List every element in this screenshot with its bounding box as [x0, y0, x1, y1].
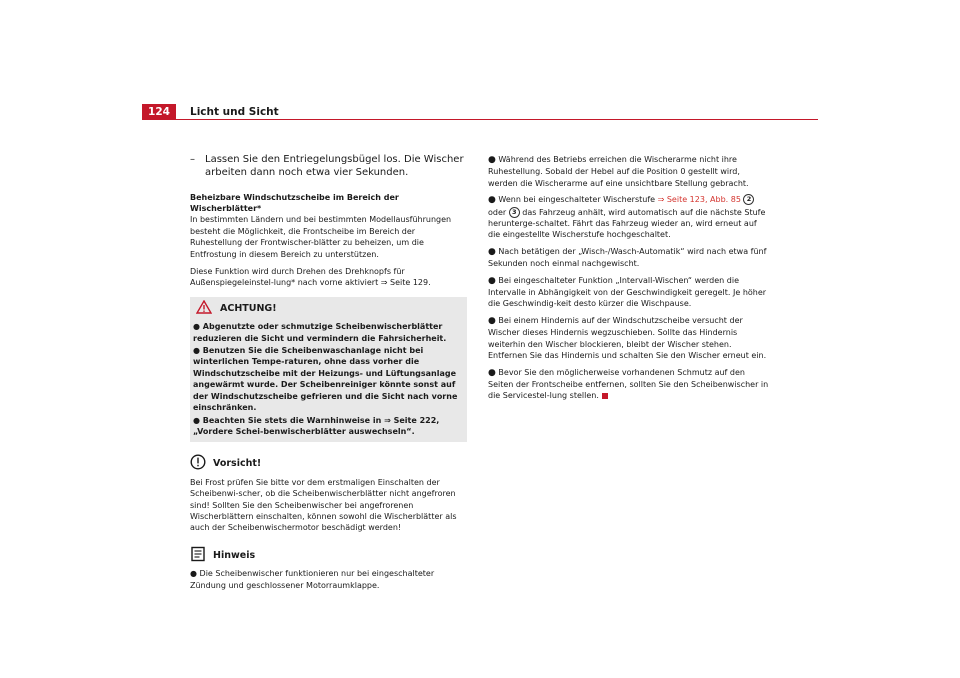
instruction-step: [190, 154, 467, 180]
list-item: [488, 246, 770, 270]
bullet-icon: ●: [193, 346, 200, 356]
warning-item: [193, 415, 464, 438]
list-item-text: Bevor Sie den möglicherweise vorhandenen Schmutz auf den Seiten der Frontscheibe entfernen, sollten Sie den Scheibenwischer in die Servicestel-lung stellen.: [488, 367, 769, 401]
note-item: [190, 568, 467, 591]
right-column: [488, 154, 770, 407]
warning-title: ACHTUNG!: [220, 302, 277, 314]
note-title: Hinweis: [213, 549, 256, 561]
callout-badge-3: 3: [509, 207, 520, 218]
bullet-icon: ●: [488, 155, 496, 165]
step-text: Lassen Sie den Entriegelungsbügel los. Die Wischer arbeiten dann noch etwa vier Sekunden.: [205, 154, 464, 178]
figure-ref-link[interactable]: ⇒ Seite 123, Abb. 85: [657, 195, 741, 205]
notepad-icon: [190, 546, 206, 565]
page-number: 124: [142, 104, 176, 120]
warning-header: [190, 297, 467, 321]
list-item: [488, 275, 770, 310]
warning-box: [190, 297, 467, 442]
list-item-text: das Fahrzeug anhält, wird automatisch auf die nächste Stufe herunterge-schaltet. Fährt das Fahrzeug wieder an, wird erneut auf die eingestellte Wischerstufe hochgeschaltet.: [488, 207, 766, 240]
chapter-title: Licht und Sicht: [190, 106, 279, 118]
list-item-text: Nach betätigen der „Wisch-/Wasch-Automatik“ wird nach etwa fünf Sekunden noch einmal nachgewischt.: [488, 246, 767, 269]
caution-text: Bei Frost prüfen Sie bitte vor dem erstmaligen Einschalten der Scheibenwi-scher, ob die Scheibenwischerblätter nicht angefroren sind! Sollten Sie den Scheibenwischer bei angefrorenen Wischerblättern einschalten, können sowohl die Wischerblätter als auch der Scheibenwischermotor beschädigt werden!: [190, 477, 457, 533]
bullet-icon: ●: [193, 322, 200, 332]
step-dash: –: [190, 154, 195, 165]
callout-badge-2: 2: [743, 194, 754, 205]
bullet-icon: ●: [488, 367, 496, 378]
heated-paragraph-1: In bestimmten Ländern und bei bestimmten Modellausführungen besteht die Möglichkeit, die Frontscheibe im Bereich der Ruhestellung der Frontwischer-blätter zu beheizen, um die Entfrostung in diesem Bereich zu unterstützen.: [190, 215, 452, 259]
list-item: [488, 154, 770, 189]
list-item-text: Während des Betriebs erreichen die Wischerarme nicht ihre Ruhestellung. Sobald der Hebel auf die Position 0 gestellt wird, werden die Wischerarme auf eine unsichtbare Stellung gebracht.: [488, 155, 749, 188]
bullet-icon: ●: [488, 195, 496, 206]
bullet-icon: ●: [193, 415, 200, 425]
list-item-text: Wenn bei eingeschalteter Wischerstufe: [498, 195, 658, 205]
list-item-text: oder: [488, 207, 509, 217]
page-ref-link[interactable]: Seite 222, „Vordere Schei-benwischerblätter auswechseln“.: [193, 415, 440, 436]
warning-item: [193, 321, 464, 344]
bullet-icon: ●: [190, 569, 197, 579]
warning-item: [193, 345, 464, 413]
caution-title: Vorsicht!: [213, 458, 262, 470]
cross-ref-arrow-icon: ⇒: [380, 278, 388, 288]
warning-triangle-icon: [196, 300, 212, 317]
page-ref-link[interactable]: Seite 129.: [387, 278, 431, 288]
warning-body: [190, 321, 467, 437]
header-rule: [142, 119, 818, 120]
bullet-icon: ●: [488, 275, 496, 286]
text-span: Diese Funktion wird durch Drehen des Drehknopfs für Außenspiegeleinstel-lung* nach vorne aktiviert: [190, 267, 405, 288]
list-item: [488, 367, 770, 402]
exclamation-circle-icon: [190, 454, 206, 473]
left-column: [190, 154, 467, 597]
list-item-text: Bei eingeschalteter Funktion „Intervall-Wischen“ werden die Intervalle in Abhängigkeit von der Geschwindigkeit geregelt. Je höher die Geschwindig-keit desto kürzer die Wischpause.: [488, 275, 767, 309]
section-heading-heated-windshield: Beheizbare Windschutzscheibe im Bereich der Wischerblätter*: [190, 192, 399, 213]
warning-item-text: Benutzen Sie die Scheibenwaschanlage nicht bei winterlichen Tempe-raturen, ohne dass vorher die Windschutzscheibe mit der Heizungs- und Lüftungsanlage angewärmt wurde. Der Scheibenreiniger könnte sonst auf der Windschutzscheibe gefrieren und die Sicht nach vorne einschränken.: [193, 346, 458, 413]
bullet-icon: ●: [488, 315, 496, 326]
bullet-icon: ●: [488, 246, 496, 257]
note-item-text: Die Scheibenwischer funktionieren nur bei eingeschalteter Zündung und geschlossener Motorraumklappe.: [190, 569, 435, 590]
list-item: [488, 315, 770, 362]
list-item: [488, 194, 770, 241]
caution-header: [190, 454, 467, 473]
section-end-marker-icon: [602, 393, 608, 399]
warning-item-text: Beachten Sie stets die Warnhinweise in: [202, 415, 385, 425]
list-item-text: Bei einem Hindernis auf der Windschutzscheibe versucht der Wischer dieses Hindernis wegzuschieben. Sollte das Hindernis weiterhin den Wischer blockieren, bleibt der Wischer stehen. Entfernen Sie das Hindernis und schalten Sie den Wischer erneut ein.: [488, 315, 767, 361]
warning-item-text: Abgenutzte oder schmutzige Scheibenwischerblätter reduzieren die Sicht und vermindern die Fahrsicherheit.: [193, 322, 447, 343]
cross-ref-arrow-icon: ⇒: [384, 415, 391, 425]
note-header: [190, 546, 467, 565]
heated-paragraph-2: [190, 266, 467, 289]
